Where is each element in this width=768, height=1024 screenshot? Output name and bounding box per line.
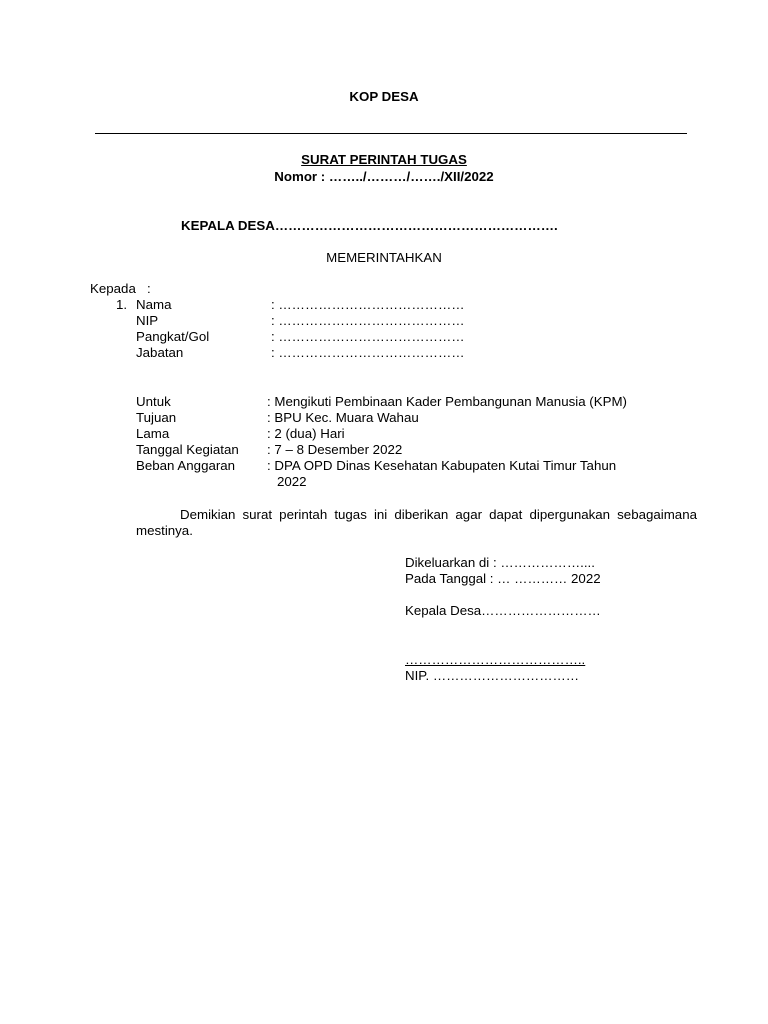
signatory-nip: NIP. …………………………… [405,668,580,683]
document-title: SURAT PERINTAH TUGAS [301,152,467,167]
detail-value: : Mengikuti Pembinaan Kader Pembangunan Manusia (KPM) [267,394,627,409]
memerintahkan-heading: MEMERINTAHKAN [326,250,442,265]
detail-label: Tujuan [136,410,177,425]
signatory-name-line: ………………………………….. [405,652,586,667]
detail-label: Lama [136,426,170,441]
field-value: : …………………………………… [271,313,465,328]
detail-value: : 2 (dua) Hari [267,426,345,441]
kepala-desa-heading: KEPALA DESA………………………………………………………. [181,218,558,233]
field-value: : …………………………………… [271,329,465,344]
field-label: Jabatan [136,345,184,360]
detail-value-continuation: 2022 [277,474,307,489]
kepada-label: Kepada [90,281,136,296]
closing-paragraph: Demikian surat perintah tugas ini diberikan agar dapat dipergunakan sebagaimana mestinya. [136,507,697,538]
detail-label: Untuk [136,394,171,409]
list-number: 1. [116,297,128,312]
issued-at: Dikeluarkan di : ……………….... [405,555,595,570]
issued-date: Pada Tanggal : … ………… 2022 [405,571,601,586]
field-value: : …………………………………… [271,345,465,360]
detail-label: Tanggal Kegiatan [136,442,239,457]
detail-value: : 7 – 8 Desember 2022 [267,442,403,457]
document-number: Nomor : ……../………/……./XII/2022 [274,169,494,184]
field-label: Pangkat/Gol [136,329,210,344]
field-value: : …………………………………… [271,297,465,312]
field-label: Nama [136,297,172,312]
header-divider [95,133,687,134]
field-label: NIP [136,313,159,328]
detail-value: : DPA OPD Dinas Kesehatan Kabupaten Kutai Timur Tahun [267,458,617,473]
kepada-colon: : [147,281,151,296]
kop-desa: KOP DESA [349,89,419,104]
signatory-title: Kepala Desa……………………… [405,603,601,618]
detail-label: Beban Anggaran [136,458,236,473]
detail-value: : BPU Kec. Muara Wahau [267,410,419,425]
